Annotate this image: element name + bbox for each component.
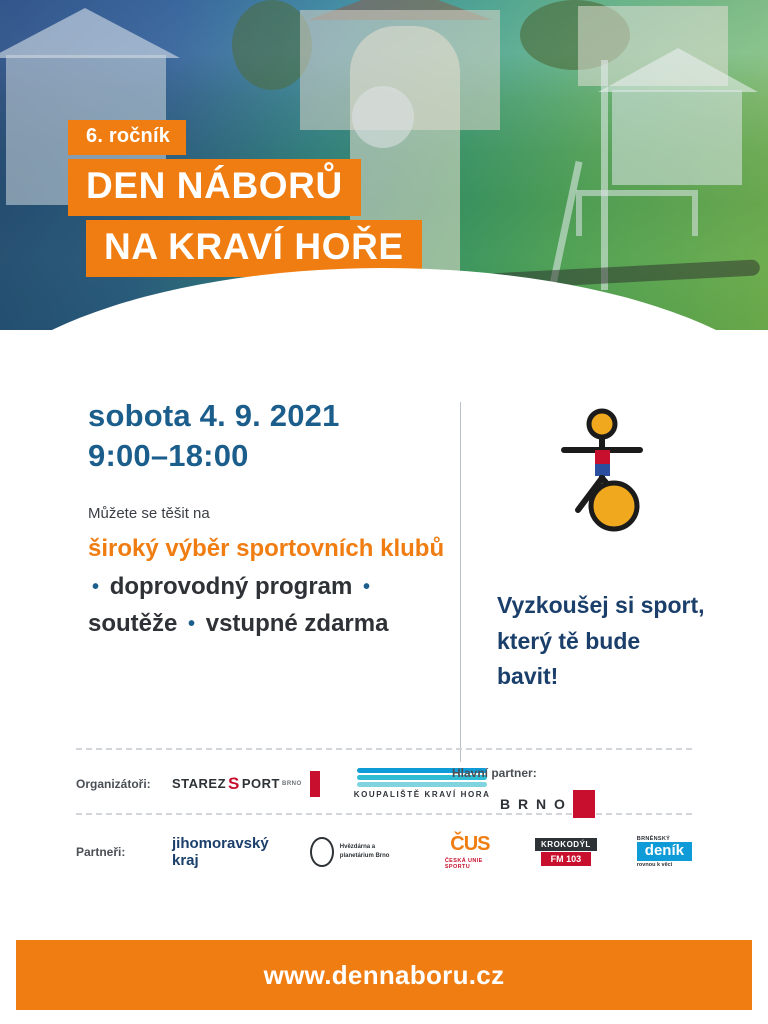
- photo-tent-body: [612, 90, 742, 185]
- offer-list: [88, 530, 460, 642]
- partners-label: Partneři:: [76, 844, 126, 859]
- offer-item-1: doprovodný program: [109, 572, 353, 600]
- main-partner-logos: [500, 790, 595, 818]
- event-date-day: sobota 4. 9. 2021: [88, 398, 340, 433]
- organizers-row: [76, 750, 692, 813]
- offer-lead-text: Můžete se těšit na: [88, 505, 210, 523]
- main-partner-row: [452, 748, 572, 794]
- koupaliste-logo-text: KOUPALIŠTĚ KRAVÍ HORA: [353, 790, 491, 799]
- starez-sport-logo-text: STAREZ: [172, 776, 227, 791]
- ceska-unie-sportu-logo[interactable]: [445, 833, 495, 870]
- cus-logo-sub: ČESKÁ UNIE SPORTU: [444, 858, 483, 870]
- main-partner-label: Hlavní partner:: [452, 766, 537, 780]
- hero-banner: [0, 0, 768, 330]
- offer-item-3: vstupné zdarma: [205, 609, 389, 637]
- offer-highlight: široký výběr sportovních klubů: [88, 535, 445, 563]
- jihomoravsky-kraj-logo-text: jihomoravský kraj: [172, 834, 269, 869]
- starez-sport-logo-s: S: [228, 773, 240, 793]
- website-url[interactable]: www.dennaboru.cz: [263, 959, 505, 990]
- event-time: 9:00–18:00: [88, 437, 249, 473]
- year-badge: 6. ročník: [68, 120, 186, 155]
- bullet-separator: •: [363, 575, 371, 598]
- starez-sport-logo-port: PORT: [241, 776, 281, 791]
- organizer-logos: [172, 768, 491, 799]
- running-figure-with-ball-icon: [542, 406, 662, 536]
- denik-logo-text: deník: [637, 842, 692, 861]
- poster-title-line-2: NA KRAVÍ HOŘE: [86, 220, 422, 277]
- krokodyl-logo-text: KROKODÝL: [535, 838, 597, 851]
- brno-logo-text: B R N O: [500, 796, 567, 812]
- starez-sport-logo-sub: BRNO: [282, 780, 302, 787]
- footer-bar: [16, 940, 752, 1010]
- planetarium-circle-icon: [310, 837, 334, 867]
- denik-logo-tagline: rovnou k věci: [636, 861, 673, 868]
- starez-sport-logo[interactable]: [172, 771, 320, 797]
- organizers-label: Organizátoři:: [76, 776, 151, 791]
- offer-item-2: soutěže: [88, 609, 178, 637]
- photo-tent: [0, 8, 180, 58]
- radio-krokodyl-logo[interactable]: [535, 838, 597, 866]
- figure-icon-wrap: [497, 406, 707, 536]
- denik-logo-kicker: BRNĚNSKÝ: [636, 835, 671, 842]
- krokodyl-logo-sub: FM 103: [541, 852, 592, 866]
- event-date: [88, 396, 460, 475]
- partners-row: [76, 815, 692, 884]
- partners-section: [0, 748, 768, 884]
- denik-logo[interactable]: [637, 836, 692, 868]
- bullet-separator: •: [92, 575, 100, 598]
- bullet-separator: •: [188, 612, 196, 635]
- slogan-column: [497, 396, 707, 695]
- info-column: [88, 396, 460, 642]
- starez-sport-logo-mark: [310, 771, 320, 797]
- brno-logo-mark: [573, 790, 595, 818]
- jihomoravsky-kraj-logo[interactable]: [172, 835, 270, 869]
- brno-logo[interactable]: [500, 790, 595, 818]
- slogan-text: Vyzkoušej si sport, který tě bude bavit!: [497, 592, 705, 690]
- cus-logo-mark: ČUS: [450, 833, 490, 855]
- hvezdarna-logo-text: Hvězdárna a planetárium Brno: [339, 844, 390, 859]
- photo-pole: [601, 60, 608, 290]
- partner-logos: [172, 833, 692, 870]
- poster-title-block: [68, 120, 422, 277]
- vertical-divider: [460, 402, 461, 762]
- photo-hurdle: [576, 190, 698, 236]
- hvezdarna-planetarium-logo[interactable]: [310, 837, 405, 867]
- poster-title-line-1: DEN NÁBORŮ: [68, 159, 361, 216]
